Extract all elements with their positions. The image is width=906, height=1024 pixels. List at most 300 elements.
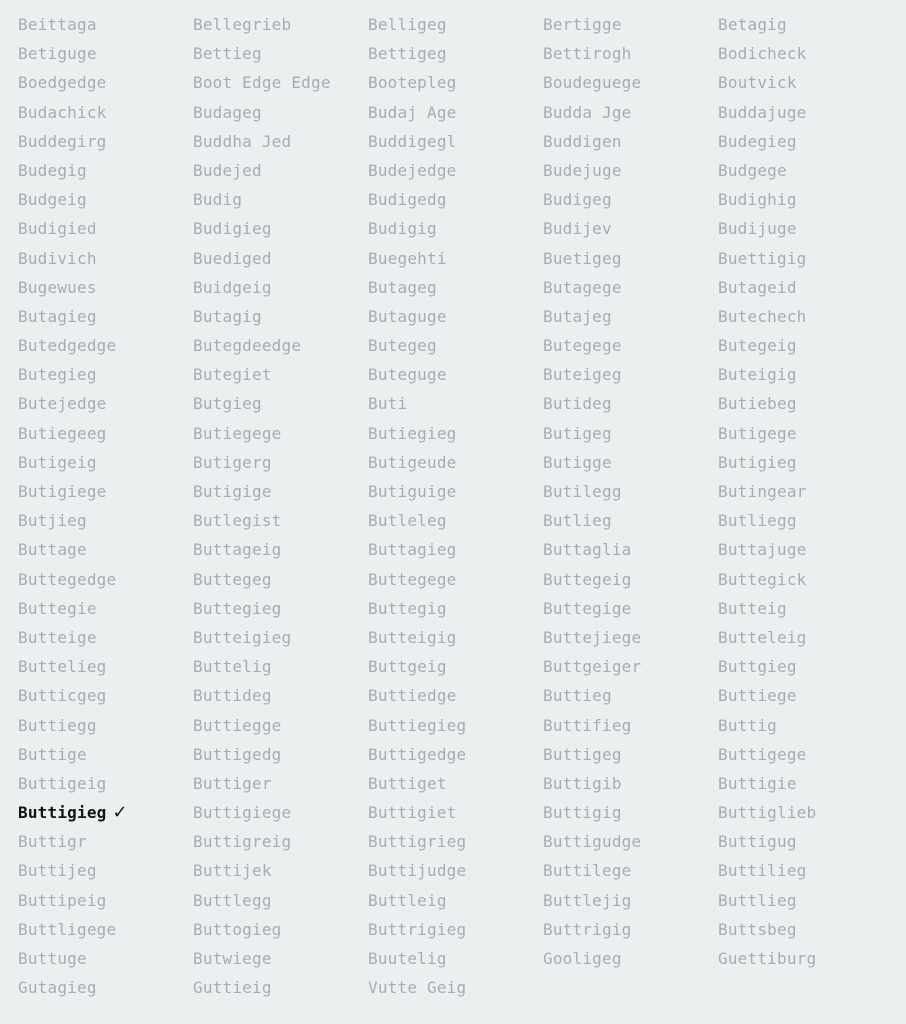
word-item	[368, 214, 543, 243]
word-label: Buttigig	[543, 803, 622, 823]
word-label: Buddigen	[543, 131, 622, 151]
word-label: Buttegick	[718, 569, 807, 589]
word-item	[18, 127, 193, 156]
word-item	[543, 798, 718, 827]
word-label: Butejedge	[18, 394, 107, 414]
word-label: Buttigudge	[543, 832, 642, 852]
word-item	[368, 39, 543, 68]
word-label: Buttigiet	[368, 803, 457, 823]
word-item	[543, 244, 718, 273]
checkmark-icon: ✓	[112, 802, 128, 824]
word-label: Budighig	[718, 190, 797, 210]
word-label: Bugewues	[18, 277, 97, 297]
word-label: Buettigig	[718, 248, 807, 268]
word-item	[543, 535, 718, 564]
word-label: Budigeg	[543, 190, 612, 210]
word-item	[193, 594, 368, 623]
word-item	[718, 214, 893, 243]
word-item	[18, 944, 193, 973]
word-label: Bettirogh	[543, 44, 632, 64]
word-item	[193, 302, 368, 331]
word-item	[368, 740, 543, 769]
word-item	[718, 68, 893, 97]
word-item	[543, 856, 718, 885]
word-label: Buttrigieg	[368, 919, 467, 939]
word-item	[543, 448, 718, 477]
word-item	[718, 156, 893, 185]
word-item	[718, 535, 893, 564]
word-label: Buttlieg	[718, 890, 797, 910]
word-item	[543, 214, 718, 243]
word-item	[368, 973, 543, 1002]
word-item	[543, 711, 718, 740]
word-label: Buteguge	[368, 365, 447, 385]
word-item	[193, 535, 368, 564]
word-item	[368, 98, 543, 127]
word-label: Buttijudge	[368, 861, 467, 881]
word-item	[18, 389, 193, 418]
word-item	[193, 448, 368, 477]
word-item	[718, 886, 893, 915]
word-label: Butiegeeg	[18, 423, 107, 443]
word-label: Boedgedge	[18, 73, 107, 93]
word-item	[543, 827, 718, 856]
word-item	[18, 10, 193, 39]
word-item	[368, 681, 543, 710]
word-item	[543, 331, 718, 360]
word-label: Budejed	[193, 160, 262, 180]
word-label: Budageg	[193, 102, 262, 122]
word-item	[193, 244, 368, 273]
word-label: Butliegg	[718, 511, 797, 531]
word-item	[543, 389, 718, 418]
word-label: Gutagieg	[18, 978, 97, 998]
word-label: Butagig	[193, 306, 262, 326]
word-label: Budejuge	[543, 160, 622, 180]
word-label: Buttideg	[193, 686, 272, 706]
word-label: Butigiege	[18, 482, 107, 501]
word-label: Buttigieg	[18, 803, 107, 823]
word-item	[368, 623, 543, 652]
word-label: Butteigig	[368, 627, 457, 647]
word-item	[368, 798, 543, 827]
word-label: Butegege	[543, 336, 622, 356]
word-item	[193, 740, 368, 769]
word-item	[718, 10, 893, 39]
word-label: Buttiegge	[193, 715, 282, 735]
word-label: Budijuge	[718, 219, 797, 239]
word-label: Butigeg	[543, 423, 612, 443]
word-label: Buttilege	[543, 861, 632, 881]
word-item	[718, 681, 893, 710]
word-item	[543, 594, 718, 623]
word-item	[193, 127, 368, 156]
word-item	[368, 360, 543, 389]
word-item	[718, 711, 893, 740]
word-label: Buddha Jed	[193, 131, 292, 151]
word-label: Butwiege	[193, 949, 272, 968]
word-item	[718, 448, 893, 477]
word-item	[193, 623, 368, 652]
word-label: Guettiburg	[718, 949, 817, 968]
word-label: Budegieg	[718, 131, 797, 151]
word-item	[368, 185, 543, 214]
word-item	[718, 623, 893, 652]
word-label: Buttig	[718, 715, 777, 735]
word-label: Buttijek	[193, 861, 272, 881]
word-item	[718, 798, 893, 827]
word-label: Bettigeg	[368, 44, 447, 64]
word-item	[718, 740, 893, 769]
word-label: Buttrigig	[543, 919, 632, 939]
word-item	[543, 740, 718, 769]
word-item	[543, 944, 718, 973]
word-item	[543, 886, 718, 915]
word-label: Butegdeedge	[193, 336, 302, 356]
word-item	[18, 740, 193, 769]
word-label: Buttiedge	[368, 686, 457, 706]
word-item	[368, 419, 543, 448]
word-item	[18, 98, 193, 127]
word-label: Buddigegl	[368, 131, 457, 151]
word-label: Bertigge	[543, 15, 622, 34]
word-item	[718, 185, 893, 214]
word-label: Butigge	[543, 452, 612, 472]
word-label: Buttigedge	[368, 744, 467, 764]
word-item	[193, 477, 368, 506]
word-label: Buttgeiger	[543, 657, 642, 677]
word-label: Butegiet	[193, 365, 272, 385]
word-item	[193, 331, 368, 360]
word-item	[718, 360, 893, 389]
word-item	[193, 973, 368, 1002]
word-item-selected	[18, 798, 193, 827]
word-label: Buidgeig	[193, 277, 272, 297]
word-item	[368, 273, 543, 302]
word-item	[368, 389, 543, 418]
word-item	[718, 827, 893, 856]
word-label: Butteige	[18, 627, 97, 647]
word-label: Butiguige	[368, 482, 457, 501]
word-label: Budachick	[18, 102, 107, 122]
word-label: Butgieg	[193, 394, 262, 414]
word-label: Butigeude	[368, 452, 457, 472]
word-item	[18, 477, 193, 506]
word-item	[543, 302, 718, 331]
word-item	[368, 477, 543, 506]
word-label: Buttijeg	[18, 861, 97, 881]
word-item	[718, 506, 893, 535]
word-label: Budda Jge	[543, 102, 632, 122]
word-item	[193, 214, 368, 243]
word-label: Butegeig	[718, 336, 797, 356]
word-label: Buutelig	[368, 949, 447, 968]
word-item	[193, 185, 368, 214]
word-label: Budig	[193, 190, 243, 210]
word-label: Budigedg	[368, 190, 447, 210]
word-item	[368, 68, 543, 97]
word-item	[718, 39, 893, 68]
word-label: Buttigege	[718, 744, 807, 764]
word-label: Buttage	[18, 540, 87, 560]
word-label: Buttageig	[193, 540, 282, 560]
word-label: Buddajuge	[718, 102, 807, 122]
word-label: Buttilieg	[718, 861, 807, 881]
word-label: Butigige	[193, 482, 272, 501]
word-item	[18, 769, 193, 798]
word-label: Butageid	[718, 277, 797, 297]
word-label: Buttegig	[368, 598, 447, 618]
word-item	[18, 156, 193, 185]
word-label: Vutte Geig	[368, 978, 467, 998]
word-item	[543, 565, 718, 594]
word-label: Butilegg	[543, 482, 622, 501]
word-item	[368, 506, 543, 535]
word-item	[193, 10, 368, 39]
word-item	[18, 214, 193, 243]
word-label: Butticgeg	[18, 686, 107, 706]
word-item	[193, 419, 368, 448]
word-label: Buttegige	[543, 598, 632, 618]
word-label: Beittaga	[18, 15, 97, 34]
word-label: Buttigreig	[193, 832, 292, 852]
word-item	[18, 360, 193, 389]
word-label: Butagieg	[18, 306, 97, 326]
word-label: Buttligege	[18, 919, 117, 939]
word-label: Buttigedg	[193, 744, 282, 764]
word-item	[18, 565, 193, 594]
word-label: Buttgieg	[718, 657, 797, 677]
word-label: Bettieg	[193, 44, 262, 64]
word-item	[368, 127, 543, 156]
word-item	[193, 769, 368, 798]
word-item	[718, 944, 893, 973]
word-item	[368, 769, 543, 798]
word-label: Butteigieg	[193, 627, 292, 647]
word-item	[368, 244, 543, 273]
word-item	[368, 915, 543, 944]
word-label: Buttiger	[193, 773, 272, 793]
word-item	[193, 856, 368, 885]
word-label: Butigieg	[718, 452, 797, 472]
word-label: Buti	[368, 394, 408, 414]
word-label: Budijev	[543, 219, 612, 239]
word-label: Butjieg	[18, 511, 87, 531]
word-item	[543, 915, 718, 944]
word-item	[543, 39, 718, 68]
word-label: Butageg	[368, 277, 437, 297]
word-label: Budigieg	[193, 219, 272, 239]
word-item	[718, 915, 893, 944]
word-item	[543, 185, 718, 214]
word-item	[18, 39, 193, 68]
word-item	[193, 798, 368, 827]
word-label: Butigerg	[193, 452, 272, 472]
word-label: Buttelig	[193, 657, 272, 677]
word-label: Butechech	[718, 306, 807, 326]
word-label: Boot Edge Edge	[193, 73, 331, 93]
word-label: Boutvick	[718, 73, 797, 93]
word-label: Butlegist	[193, 511, 282, 531]
word-item	[368, 448, 543, 477]
word-item	[718, 856, 893, 885]
word-label: Buttejiege	[543, 627, 642, 647]
word-item	[718, 273, 893, 302]
word-label: Butteleig	[718, 627, 807, 647]
word-label: Buttifieg	[543, 715, 632, 735]
word-label: Butigege	[718, 423, 797, 443]
word-label: Budgeig	[18, 190, 87, 210]
word-label: Buttigug	[718, 832, 797, 852]
word-item	[718, 98, 893, 127]
word-item	[193, 827, 368, 856]
word-label: Buttgeig	[368, 657, 447, 677]
word-item	[18, 973, 193, 1002]
word-label: Buttiget	[368, 773, 447, 793]
word-label: Buegehti	[368, 248, 447, 268]
word-item	[193, 506, 368, 535]
word-item	[718, 127, 893, 156]
word-item	[193, 98, 368, 127]
word-label: Butegieg	[18, 365, 97, 385]
word-label: Buttegedge	[18, 569, 117, 589]
word-item	[18, 711, 193, 740]
word-label: Budegig	[18, 160, 87, 180]
word-item	[543, 273, 718, 302]
word-item	[368, 652, 543, 681]
word-item	[18, 302, 193, 331]
word-label: Boudeguege	[543, 73, 642, 93]
word-item	[18, 273, 193, 302]
word-item	[543, 10, 718, 39]
word-label: Budejedge	[368, 160, 457, 180]
word-item	[18, 506, 193, 535]
word-label: Buttegeig	[543, 569, 632, 589]
word-label: Bootepleg	[368, 73, 457, 93]
word-item	[193, 39, 368, 68]
word-label: Buteigig	[718, 365, 797, 385]
word-label: Buttajuge	[718, 540, 807, 560]
word-item	[193, 944, 368, 973]
word-label: Bodicheck	[718, 44, 807, 64]
word-item	[368, 711, 543, 740]
word-label: Butigeig	[18, 452, 97, 472]
word-item	[368, 302, 543, 331]
word-label: Gooligeg	[543, 949, 622, 968]
word-label: Buetigeg	[543, 248, 622, 268]
word-item	[368, 886, 543, 915]
word-item	[18, 652, 193, 681]
word-item	[543, 681, 718, 710]
word-label: Butleleg	[368, 511, 447, 531]
word-item	[718, 419, 893, 448]
word-item	[193, 652, 368, 681]
word-label: Buttlegg	[193, 890, 272, 910]
word-item	[543, 98, 718, 127]
word-label: Butaguge	[368, 306, 447, 326]
word-item	[18, 419, 193, 448]
word-item	[543, 652, 718, 681]
word-label: Buttiegg	[18, 715, 97, 735]
word-item	[18, 681, 193, 710]
word-item	[718, 594, 893, 623]
word-label: Buttigeig	[18, 773, 107, 793]
word-item	[18, 623, 193, 652]
word-label: Buttaglia	[543, 540, 632, 560]
word-label: Butajeg	[543, 306, 612, 326]
word-label: Buttagieg	[368, 540, 457, 560]
word-item	[718, 769, 893, 798]
word-label: Butegeg	[368, 336, 437, 356]
word-label: Buteigeg	[543, 365, 622, 385]
word-label: Buttiege	[718, 686, 797, 706]
word-label: Butagege	[543, 277, 622, 297]
word-item	[368, 331, 543, 360]
word-label: Buttuge	[18, 949, 87, 968]
word-label: Buttiegieg	[368, 715, 467, 735]
word-item	[18, 535, 193, 564]
word-label: Budigig	[368, 219, 437, 239]
word-item	[193, 156, 368, 185]
word-label: Buttegie	[18, 598, 97, 618]
word-item	[543, 127, 718, 156]
word-label: Buttige	[18, 744, 87, 764]
word-item	[18, 856, 193, 885]
word-item	[18, 331, 193, 360]
word-label: Bellegrieb	[193, 15, 292, 34]
word-item	[193, 681, 368, 710]
word-item	[718, 652, 893, 681]
word-item	[18, 185, 193, 214]
word-item	[18, 594, 193, 623]
word-item	[368, 10, 543, 39]
word-label: Butingear	[718, 482, 807, 501]
word-label: Buttigib	[543, 773, 622, 793]
word-item	[193, 711, 368, 740]
word-item	[543, 156, 718, 185]
word-label: Butiegieg	[368, 423, 457, 443]
word-label: Buttelieg	[18, 657, 107, 677]
word-item	[543, 623, 718, 652]
word-item	[18, 68, 193, 97]
word-label: Guttieig	[193, 978, 272, 998]
word-item	[543, 360, 718, 389]
word-item	[18, 827, 193, 856]
word-item	[718, 565, 893, 594]
word-item	[543, 419, 718, 448]
word-item	[368, 565, 543, 594]
word-label: Buttiglieb	[718, 803, 817, 823]
word-label: Buttigie	[718, 773, 797, 793]
word-grid	[18, 10, 898, 1002]
word-item	[193, 360, 368, 389]
word-label: Butiegege	[193, 423, 282, 443]
word-label: Budaj Age	[368, 102, 457, 122]
word-label: Butideg	[543, 394, 612, 414]
word-label: Buttogieg	[193, 919, 282, 939]
word-item	[18, 886, 193, 915]
word-label: Belligeg	[368, 15, 447, 34]
word-label: Buttegeg	[193, 569, 272, 589]
word-item	[18, 915, 193, 944]
word-label: Buttegieg	[193, 598, 282, 618]
word-label: Buttigiege	[193, 803, 292, 823]
word-item	[193, 565, 368, 594]
word-label: Buttleig	[368, 890, 447, 910]
word-item	[718, 477, 893, 506]
word-item	[368, 856, 543, 885]
word-label: Buttlejig	[543, 890, 632, 910]
